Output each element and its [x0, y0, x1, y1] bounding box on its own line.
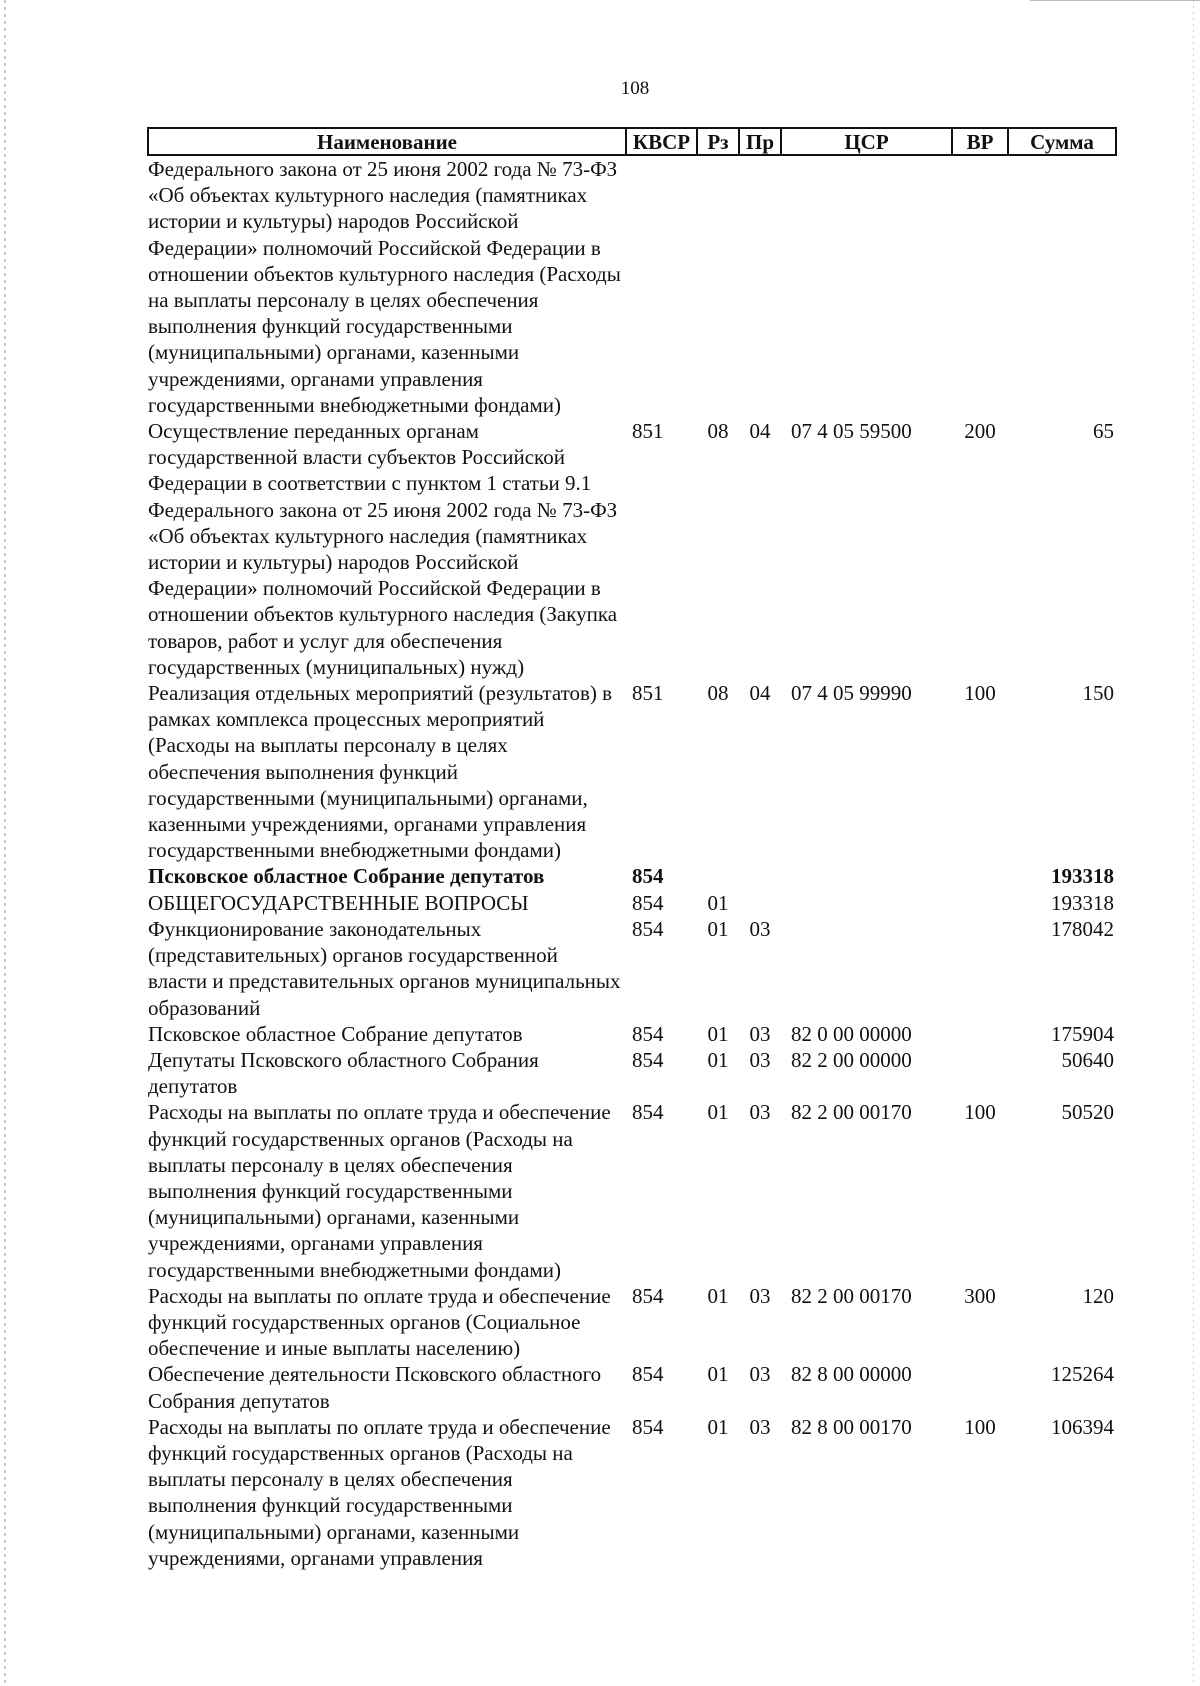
- cell-name: Реализация отдельных мероприятий (результатов) в рамках комплекса процессных мероприятий (Расходы на выплаты персоналу в целях обеспечения выполнения функций государственными (муниципальными) органами, казенными учреждениями, органами управления государственными внебюджетными фондами): [148, 681, 613, 863]
- cell-kvsr: 854: [632, 1047, 664, 1072]
- cell-pr: 04: [749, 681, 771, 706]
- cell-rz: 01: [707, 1047, 729, 1072]
- cell-name: Псковское областное Собрание депутатов: [148, 864, 545, 889]
- table-row: [148, 916, 1116, 1021]
- cell-vr: [952, 1047, 1008, 1099]
- cell-csr: 82 8 00 00170: [791, 1414, 912, 1439]
- cell-pr: [739, 155, 781, 418]
- cell-name: Расходы на выплаты по оплате труда и обеспечение функций государственных органов (Расходы на выплаты персоналу в целях обеспечения выполнения функций государственными (муниципальными) органами, казенными учреждениями, органами управления государственными внебюджетными фондами): [148, 1100, 611, 1282]
- cell-sum: 193318: [1051, 864, 1114, 889]
- cell-sum: 178042: [1051, 916, 1114, 941]
- table-header-row: [148, 128, 1116, 155]
- cell-pr: 03: [749, 916, 771, 941]
- table-row: [148, 1361, 1116, 1413]
- cell-pr: 04: [749, 419, 771, 444]
- cell-vr: 300: [964, 1283, 996, 1308]
- cell-sum: 65: [1093, 419, 1114, 444]
- cell-vr: [952, 916, 1008, 1021]
- cell-vr: [952, 1361, 1008, 1413]
- cell-kvsr: 854: [632, 916, 664, 941]
- cell-name: Обеспечение деятельности Псковского областного Собрания депутатов: [148, 1362, 602, 1413]
- cell-kvsr: 854: [632, 1362, 664, 1387]
- table-row: [148, 890, 1116, 916]
- cell-kvsr: 851: [632, 419, 664, 444]
- cell-name: ОБЩЕГОСУДАРСТВЕННЫЕ ВОПРОСЫ: [148, 890, 529, 915]
- cell-sum: 120: [1082, 1283, 1114, 1308]
- cell-sum: 50520: [1061, 1100, 1114, 1125]
- page-number: 108: [620, 78, 650, 99]
- cell-rz: 01: [707, 916, 729, 941]
- table-row: [148, 1047, 1116, 1099]
- cell-csr: [781, 863, 952, 889]
- table-row: [148, 1414, 1116, 1571]
- scan-edge-right: [1193, 0, 1194, 1686]
- cell-name: Депутаты Псковского областного Собрания депутатов: [148, 1047, 539, 1099]
- cell-csr: 82 0 00 00000: [791, 1021, 912, 1046]
- table-body: [148, 155, 1116, 1571]
- cell-kvsr: 854: [632, 1414, 664, 1439]
- table-row: [148, 1021, 1116, 1047]
- cell-pr: [739, 863, 781, 889]
- table-row: [148, 680, 1116, 863]
- cell-csr: [781, 890, 952, 916]
- cell-csr: 07 4 05 99990: [791, 681, 912, 706]
- cell-vr: 100: [964, 1100, 996, 1125]
- cell-kvsr: [626, 155, 697, 418]
- cell-vr: 100: [964, 681, 996, 706]
- cell-name: Федерального закона от 25 июня 2002 года № 73-ФЗ «Об объектах культурного наследия (памятниках истории и культуры) народов Российской Федерации» полномочий Российской Федерации в отношении объектов культурного наследия (Расходы на выплаты персоналу в целях обеспечения выполнения функций государственными (муниципальными) органами, казенными учреждениями, органами управления государственными внебюджетными фондами): [148, 157, 621, 417]
- cell-name: Псковское областное Собрание депутатов: [148, 1021, 523, 1046]
- header-vr: ВР: [952, 128, 1008, 155]
- cell-vr: 100: [964, 1414, 996, 1439]
- cell-csr: 82 2 00 00000: [791, 1047, 912, 1072]
- cell-pr: 03: [749, 1100, 771, 1125]
- cell-kvsr: 854: [632, 1100, 664, 1125]
- cell-rz: [697, 863, 739, 889]
- cell-pr: 03: [749, 1362, 771, 1387]
- cell-sum: 175904: [1051, 1021, 1114, 1046]
- cell-kvsr: 854: [632, 1283, 664, 1308]
- cell-rz: [697, 155, 739, 418]
- cell-rz: 08: [707, 681, 729, 706]
- budget-table: [147, 127, 1117, 1571]
- cell-kvsr: 854: [632, 864, 664, 889]
- cell-csr: [781, 155, 952, 418]
- header-csr: ЦСР: [781, 128, 952, 155]
- cell-rz: 01: [707, 890, 729, 915]
- cell-kvsr: 854: [632, 890, 664, 915]
- cell-sum: 125264: [1051, 1362, 1114, 1387]
- cell-rz: 01: [707, 1362, 729, 1387]
- scan-edge-top: [1030, 0, 1200, 1]
- cell-csr: [781, 916, 952, 1021]
- header-pr: Пр: [739, 128, 781, 155]
- cell-csr: 82 8 00 00000: [791, 1362, 912, 1387]
- cell-pr: [739, 890, 781, 916]
- cell-kvsr: 851: [632, 681, 664, 706]
- cell-sum: 193318: [1051, 890, 1114, 915]
- cell-pr: 03: [749, 1414, 771, 1439]
- cell-rz: 01: [707, 1021, 729, 1046]
- cell-name: Функционирование законодательных (представительных) органов государственной власти и представительных органов муниципальных образований: [148, 916, 621, 1020]
- header-kvsr: КВСР: [626, 128, 697, 155]
- cell-pr: 03: [749, 1021, 771, 1046]
- cell-rz: 01: [707, 1283, 729, 1308]
- cell-pr: 03: [749, 1283, 771, 1308]
- cell-sum: [1008, 155, 1116, 418]
- cell-csr: 82 2 00 00170: [791, 1100, 912, 1125]
- cell-name: Расходы на выплаты по оплате труда и обеспечение функций государственных органов (Расходы на выплаты персоналу в целях обеспечения выполнения функций государственными (муниципальными) органами, казенными учреждениями, органами управления: [148, 1414, 611, 1570]
- header-rz: Рз: [697, 128, 739, 155]
- cell-vr: 200: [964, 419, 996, 444]
- scan-edge-left: [4, 0, 6, 1686]
- cell-name: Осуществление переданных органам государственной власти субъектов Российской Федерации в соответствии с пунктом 1 статьи 9.1 Федерального закона от 25 июня 2002 года № 73-ФЗ «Об объектах культурного наследия (памятниках истории и культуры) народов Российской Федерации» полномочий Российской Федерации в отношении объектов культурного наследия (Закупка товаров, работ и услуг для обеспечения государственных (муниципальных) нужд): [148, 419, 618, 679]
- cell-rz: 01: [707, 1100, 729, 1125]
- cell-rz: 01: [707, 1414, 729, 1439]
- cell-pr: 03: [749, 1047, 771, 1072]
- table-row: [148, 1099, 1116, 1282]
- cell-name: Расходы на выплаты по оплате труда и обеспечение функций государственных органов (Социальное обеспечение и иные выплаты населению): [148, 1283, 611, 1361]
- header-sum: Сумма: [1008, 128, 1116, 155]
- cell-sum: 50640: [1061, 1047, 1114, 1072]
- cell-rz: 08: [707, 419, 729, 444]
- table-row: [148, 863, 1116, 889]
- cell-sum: 106394: [1051, 1414, 1114, 1439]
- table-row: [148, 418, 1116, 680]
- cell-vr: [952, 890, 1008, 916]
- header-name: Наименование: [148, 128, 626, 155]
- cell-vr: [952, 1021, 1008, 1047]
- cell-kvsr: 854: [632, 1021, 664, 1046]
- cell-vr: [952, 863, 1008, 889]
- table-row: [148, 1283, 1116, 1362]
- cell-csr: 82 2 00 00170: [791, 1283, 912, 1308]
- cell-sum: 150: [1082, 681, 1114, 706]
- table-row: [148, 155, 1116, 418]
- cell-csr: 07 4 05 59500: [791, 419, 912, 444]
- cell-vr: [952, 155, 1008, 418]
